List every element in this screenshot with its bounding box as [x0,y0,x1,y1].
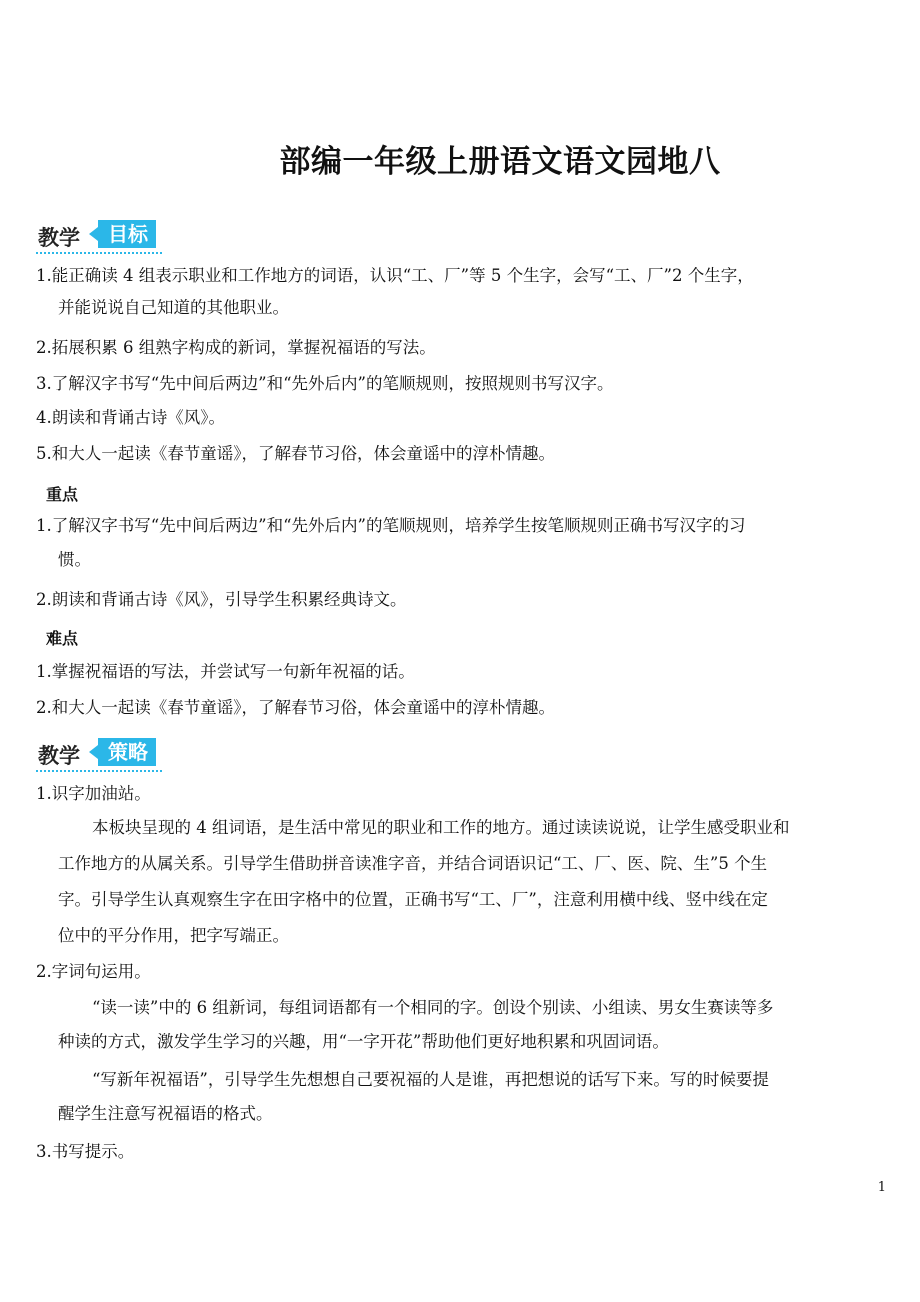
objective-item: 3.了解汉字书写“先中间后两边”和“先外后内”的笔顺规则，按照规则书写汉字。 [36,374,614,393]
objective-item: 5.和大人一起读《春节童谣》，了解春节习俗，体会童谣中的淳朴情趣。 [36,444,555,463]
strategy-paragraph-line: “读一读”中的 6 组新词，每组词语都有一个相同的字。创设个别读、小组读、男女生赛读等多 [92,998,774,1017]
section-underline [36,252,162,254]
objective-item: 1.能正确读 4 组表示职业和工作地方的词语，认识“工、厂”等 5 个生字，会写“工、厂”2 个生字， [36,266,754,285]
difficult-points-label: 难点 [46,629,79,648]
objective-item-continued: 并能说说自己知道的其他职业。 [58,298,289,317]
key-point-item: 1.了解汉字书写“先中间后两边”和“先外后内”的笔顺规则，培养学生按笔顺规则正确书写汉字的习 [36,516,746,535]
objective-item: 4.朗读和背诵古诗《风》。 [36,408,225,427]
key-point-item-continued: 惯。 [58,550,91,569]
strategy-paragraph-line: 位中的平分作用，把字写端正。 [58,926,289,945]
key-points-label: 重点 [46,485,79,504]
section-underline [36,770,162,772]
strategy-heading: 3.书写提示。 [36,1142,135,1161]
section-tag: 策略 [98,738,156,766]
section-lead-text: 教学 [38,226,80,250]
difficult-point-item: 1.掌握祝福语的写法，并尝试写一句新年祝福的话。 [36,662,415,681]
section-lead-text: 教学 [38,744,80,768]
objective-item: 2.拓展积累 6 组熟字构成的新词，掌握祝福语的写法。 [36,338,436,357]
difficult-point-item: 2.和大人一起读《春节童谣》，了解春节习俗，体会童谣中的淳朴情趣。 [36,698,555,717]
strategy-paragraph-line: 工作地方的从属关系。引导学生借助拼音读准字音，并结合词语识记“工、厂、医、院、生”5 个生 [58,854,768,873]
key-point-item: 2.朗读和背诵古诗《风》，引导学生积累经典诗文。 [36,590,407,609]
page-title: 部编一年级上册语文语文园地八 [279,144,721,180]
section-tag: 目标 [98,220,156,248]
strategy-paragraph-line: “写新年祝福语”，引导学生先想想自己要祝福的人是谁，再把想说的话写下来。写的时候要提 [92,1070,769,1089]
strategy-heading: 1.识字加油站。 [36,784,151,803]
strategy-heading: 2.字词句运用。 [36,962,151,981]
strategy-paragraph-line: 本板块呈现的 4 组词语，是生活中常见的职业和工作的地方。通过读读说说，让学生感受职业和 [92,818,790,837]
strategy-paragraph-line: 醒学生注意写祝福语的格式。 [58,1104,273,1123]
strategy-paragraph-line: 种读的方式，激发学生学习的兴趣，用“一字开花”帮助他们更好地积累和巩固词语。 [58,1032,669,1051]
strategy-paragraph-line: 字。引导学生认真观察生字在田字格中的位置，正确书写“工、厂”，注意利用横中线、竖中线在定 [58,890,768,909]
page-number: 1 [877,1180,886,1195]
